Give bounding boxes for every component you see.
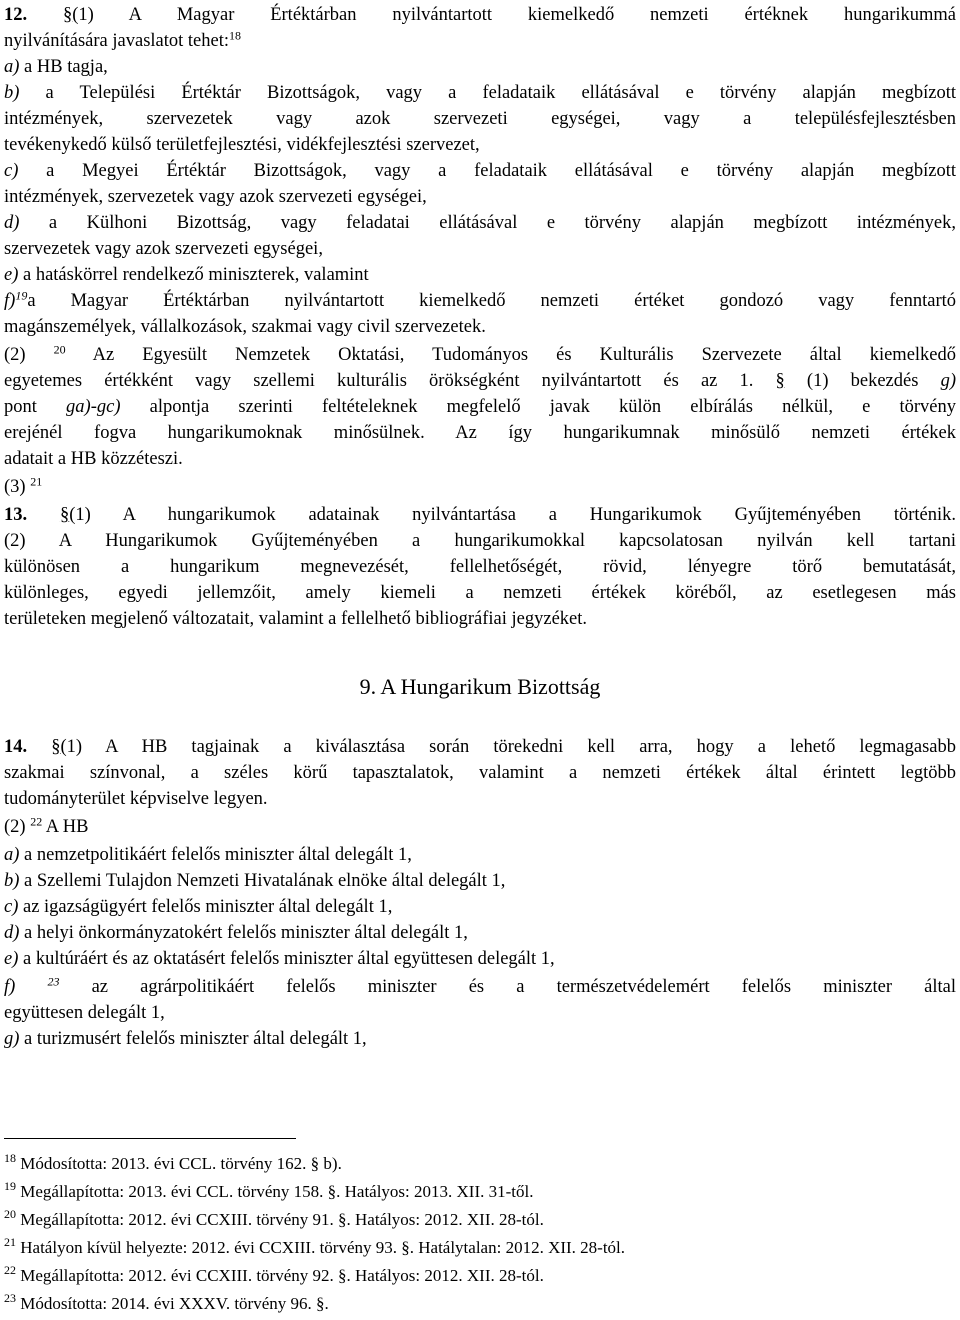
footnote-ref[interactable]: 20 [53,342,66,357]
footnote-18 [4,1152,342,1176]
footnote-19 [4,1180,533,1204]
para-number: (2) [4,345,26,365]
s13-line-4 [4,580,956,606]
text: szervezetek vagy azok szervezeti egységei, [4,239,323,259]
s14-line-2 [4,760,956,786]
footnote-text: Megállapította: 2012. évi CCXIII. törvény 92. §. Hatályos: 2012. XII. 28-tól. [20,1266,544,1285]
text: magánszemélyek, vállalkozások, szakmai vagy civil szervezetek. [4,317,486,337]
section-sign: § [775,371,785,391]
footnote-number: 19 [4,1178,16,1193]
s12-para2-2 [4,368,956,394]
s14-item-b [4,868,956,894]
chapter-heading: 9. A Hungarikum Bizottság [359,674,601,699]
text: a hatáskörrel rendelkező miniszterek, valamint [18,265,369,285]
text: a Magyar Értéktárban nyilvántartott kiemelkedő nemzeti értéket gondozó vagy fenntartó [27,291,956,311]
point-ref: ga)-gc) [66,397,121,417]
s12-para2-1 [4,342,956,368]
footnote-number: 20 [4,1206,16,1221]
item-marker: a) [4,845,20,865]
s12-para3 [4,474,956,500]
s13-line-5 [4,606,956,632]
text: területeken megjelenő változatait, valamint a fellelhető bibliográfiai jegyzéket. [4,609,588,629]
footnote-21 [4,1236,625,1260]
item-marker: e) [4,265,19,285]
item-marker: d) [4,923,20,943]
text: (1) A hungarikumok adatainak nyilvántartása a Hungarikumok Gyűjteményében történik. [69,505,956,525]
text: intézmények, szervezetek vagy azok szervezeti egységei, [4,187,427,207]
s14-item-a [4,842,956,868]
text: (1) A Magyar Értéktárban nyilvántartott kiemelkedő nemzeti értéknek hungarikummá [72,5,956,25]
s13-line-2 [4,528,956,554]
footnote-number: 21 [4,1234,16,1249]
s12-para2-4 [4,420,956,446]
text: a Települési Értéktár Bizottságok, vagy a feladataik ellátásával e törvény alapján megbízott [19,83,956,103]
para-number: (3) [4,477,26,497]
footnote-number: 18 [4,1150,16,1165]
text: tudományterület képviselve legyen. [4,789,268,809]
footnote-ref[interactable]: 22 [30,814,43,829]
text: pont [4,397,67,417]
s12-item-d-2 [4,236,956,262]
section-sign: § [59,505,70,525]
footnote-ref[interactable]: 23 [47,974,60,989]
footnote-text: Megállapította: 2012. évi CCXIII. törvény 91. §. Hatályos: 2012. XII. 28-tól. [20,1210,544,1229]
text: a helyi önkormányzatokért felelős miniszter által delegált 1, [19,923,468,943]
s12-item-e [4,262,956,288]
text: (1) bekezdés [784,371,941,391]
para-number: (2) [4,817,26,837]
s14-para2 [4,814,956,840]
text: (2) A Hungarikumok Gyűjteményében a hungarikumokkal kapcsolatosan nyilván kell tartani [4,531,956,551]
section-number: 14. [4,737,28,757]
section-number: 13. [4,505,28,525]
section-number: 12. [4,5,28,25]
text: a turizmusért felelős miniszter által delegált 1, [19,1029,367,1049]
item-marker: f) [4,977,16,997]
text: különleges, egyedi jellemzőit, amely kiemeli a nemzeti értékek köréből, az esetlegesen más [4,583,956,603]
text: tevékenykedő külső területfejlesztési, vidékfejlesztési szervezet, [4,135,480,155]
text: A HB [42,817,89,837]
text: adatait a HB közzéteszi. [4,449,183,469]
footnote-22 [4,1264,544,1288]
text: a Külhoni Bizottság, vagy feladatai ellátásával e törvény alapján megbízott intézmények, [19,213,956,233]
text: a nemzetpolitikáért felelős miniszter által delegált 1, [19,845,412,865]
footnote-text: Módosította: 2013. évi CCL. törvény 162. § b). [20,1154,342,1173]
text: nyilvánítására javaslatot tehet: [4,31,229,51]
item-marker: f) [4,291,16,311]
text: alpontja szerinti feltételeknek megfelelő javak külön elbírálás nélkül, e törvény [120,397,956,417]
text: az igazságügyért felelős miniszter által delegált 1, [18,897,393,917]
footnote-20 [4,1208,544,1232]
text: különösen a hungarikum megnevezését, fellelhetőségét, rövid, lényegre törő bemutatását, [4,557,956,577]
s12-item-b-3 [4,132,956,158]
s13-line-3 [4,554,956,580]
text: a Szellemi Tulajdon Nemzeti Hivatalának elnöke által delegált 1, [19,871,506,891]
footnote-ref[interactable]: 19 [15,288,28,303]
s12-item-c-2 [4,184,956,210]
item-marker: b) [4,83,20,103]
section-sign: § [62,5,73,25]
s12-item-b-1 [4,80,956,106]
s14-item-g [4,1026,956,1052]
item-marker: c) [4,897,19,917]
text: intézmények, szervezetek vagy azok szervezeti egységei, vagy a településfejlesztésben [4,109,956,129]
text: együttesen delegált 1, [4,1003,165,1023]
footnote-text: Hatályon kívül helyezte: 2012. évi CCXIII. törvény 93. §. Hatálytalan: 2012. XII. 28-tól. [20,1238,626,1257]
text: a Megyei Értéktár Bizottságok, vagy a feladataik ellátásával e törvény alapján megbízott [18,161,956,181]
s14-item-e [4,946,956,972]
footnote-text: Megállapította: 2013. évi CCL. törvény 158. §. Hatályos: 2013. XII. 31-től. [20,1182,534,1201]
footnote-number: 23 [4,1290,16,1305]
s14-item-f-2 [4,1000,956,1026]
item-marker: d) [4,213,20,233]
footnote-ref[interactable]: 21 [30,474,43,489]
text: Az Egyesült Nemzetek Oktatási, Tudományos és Kulturális Szervezete által kiemelkedő [65,345,956,365]
s12-line-1 [4,2,956,28]
text: (1) A HB tagjainak a kiválasztása során törekedni kell arra, hogy a lehető legmagasabb [60,737,956,757]
s14-item-d [4,920,956,946]
text: szakmai színvonal, a széles körű tapasztalatok, valamint a nemzeti értékek által érintett legtöbb [4,763,956,783]
s14-item-c [4,894,956,920]
s13-line-1 [4,502,956,528]
footnote-23 [4,1292,329,1316]
s12-para2-5 [4,446,956,472]
s12-item-a [4,54,956,80]
footnote-text: Módosította: 2014. évi XXXV. törvény 96. §. [20,1294,329,1313]
section-sign: § [51,737,61,757]
s12-item-d-1 [4,210,956,236]
item-marker: c) [4,161,19,181]
s12-line-2 [4,28,956,54]
item-marker: a) [4,57,20,77]
text: erejénél fogva hungarikumoknak minősülnek. Az így hungarikumnak minősülő nemzeti értékek [4,423,956,443]
s12-item-c-1 [4,158,956,184]
s14-line-3 [4,786,956,812]
footnote-number: 22 [4,1262,16,1277]
text: a kultúráért és az oktatásért felelős miniszter által együttesen delegált 1, [18,949,555,969]
item-marker: g) [4,1029,20,1049]
item-marker: b) [4,871,20,891]
item-marker: e) [4,949,19,969]
point-ref: g) [940,371,956,391]
footnote-ref[interactable]: 18 [229,28,241,43]
footnote-separator [4,1138,296,1139]
text: egyetemes értékként vagy szellemi kulturális örökségként nyilvántartott és az 1. [4,371,776,391]
text: az agrárpolitikáért felelős miniszter és a természetvédelemért felelős miniszter által [59,977,956,997]
s12-item-b-2 [4,106,956,132]
s14-line-1 [4,734,956,760]
s14-item-f-1 [4,974,956,1000]
s12-item-f-2 [4,314,956,340]
s12-para2-3 [4,394,956,420]
s12-item-f-1 [4,288,956,314]
text: a HB tagja, [19,57,108,77]
